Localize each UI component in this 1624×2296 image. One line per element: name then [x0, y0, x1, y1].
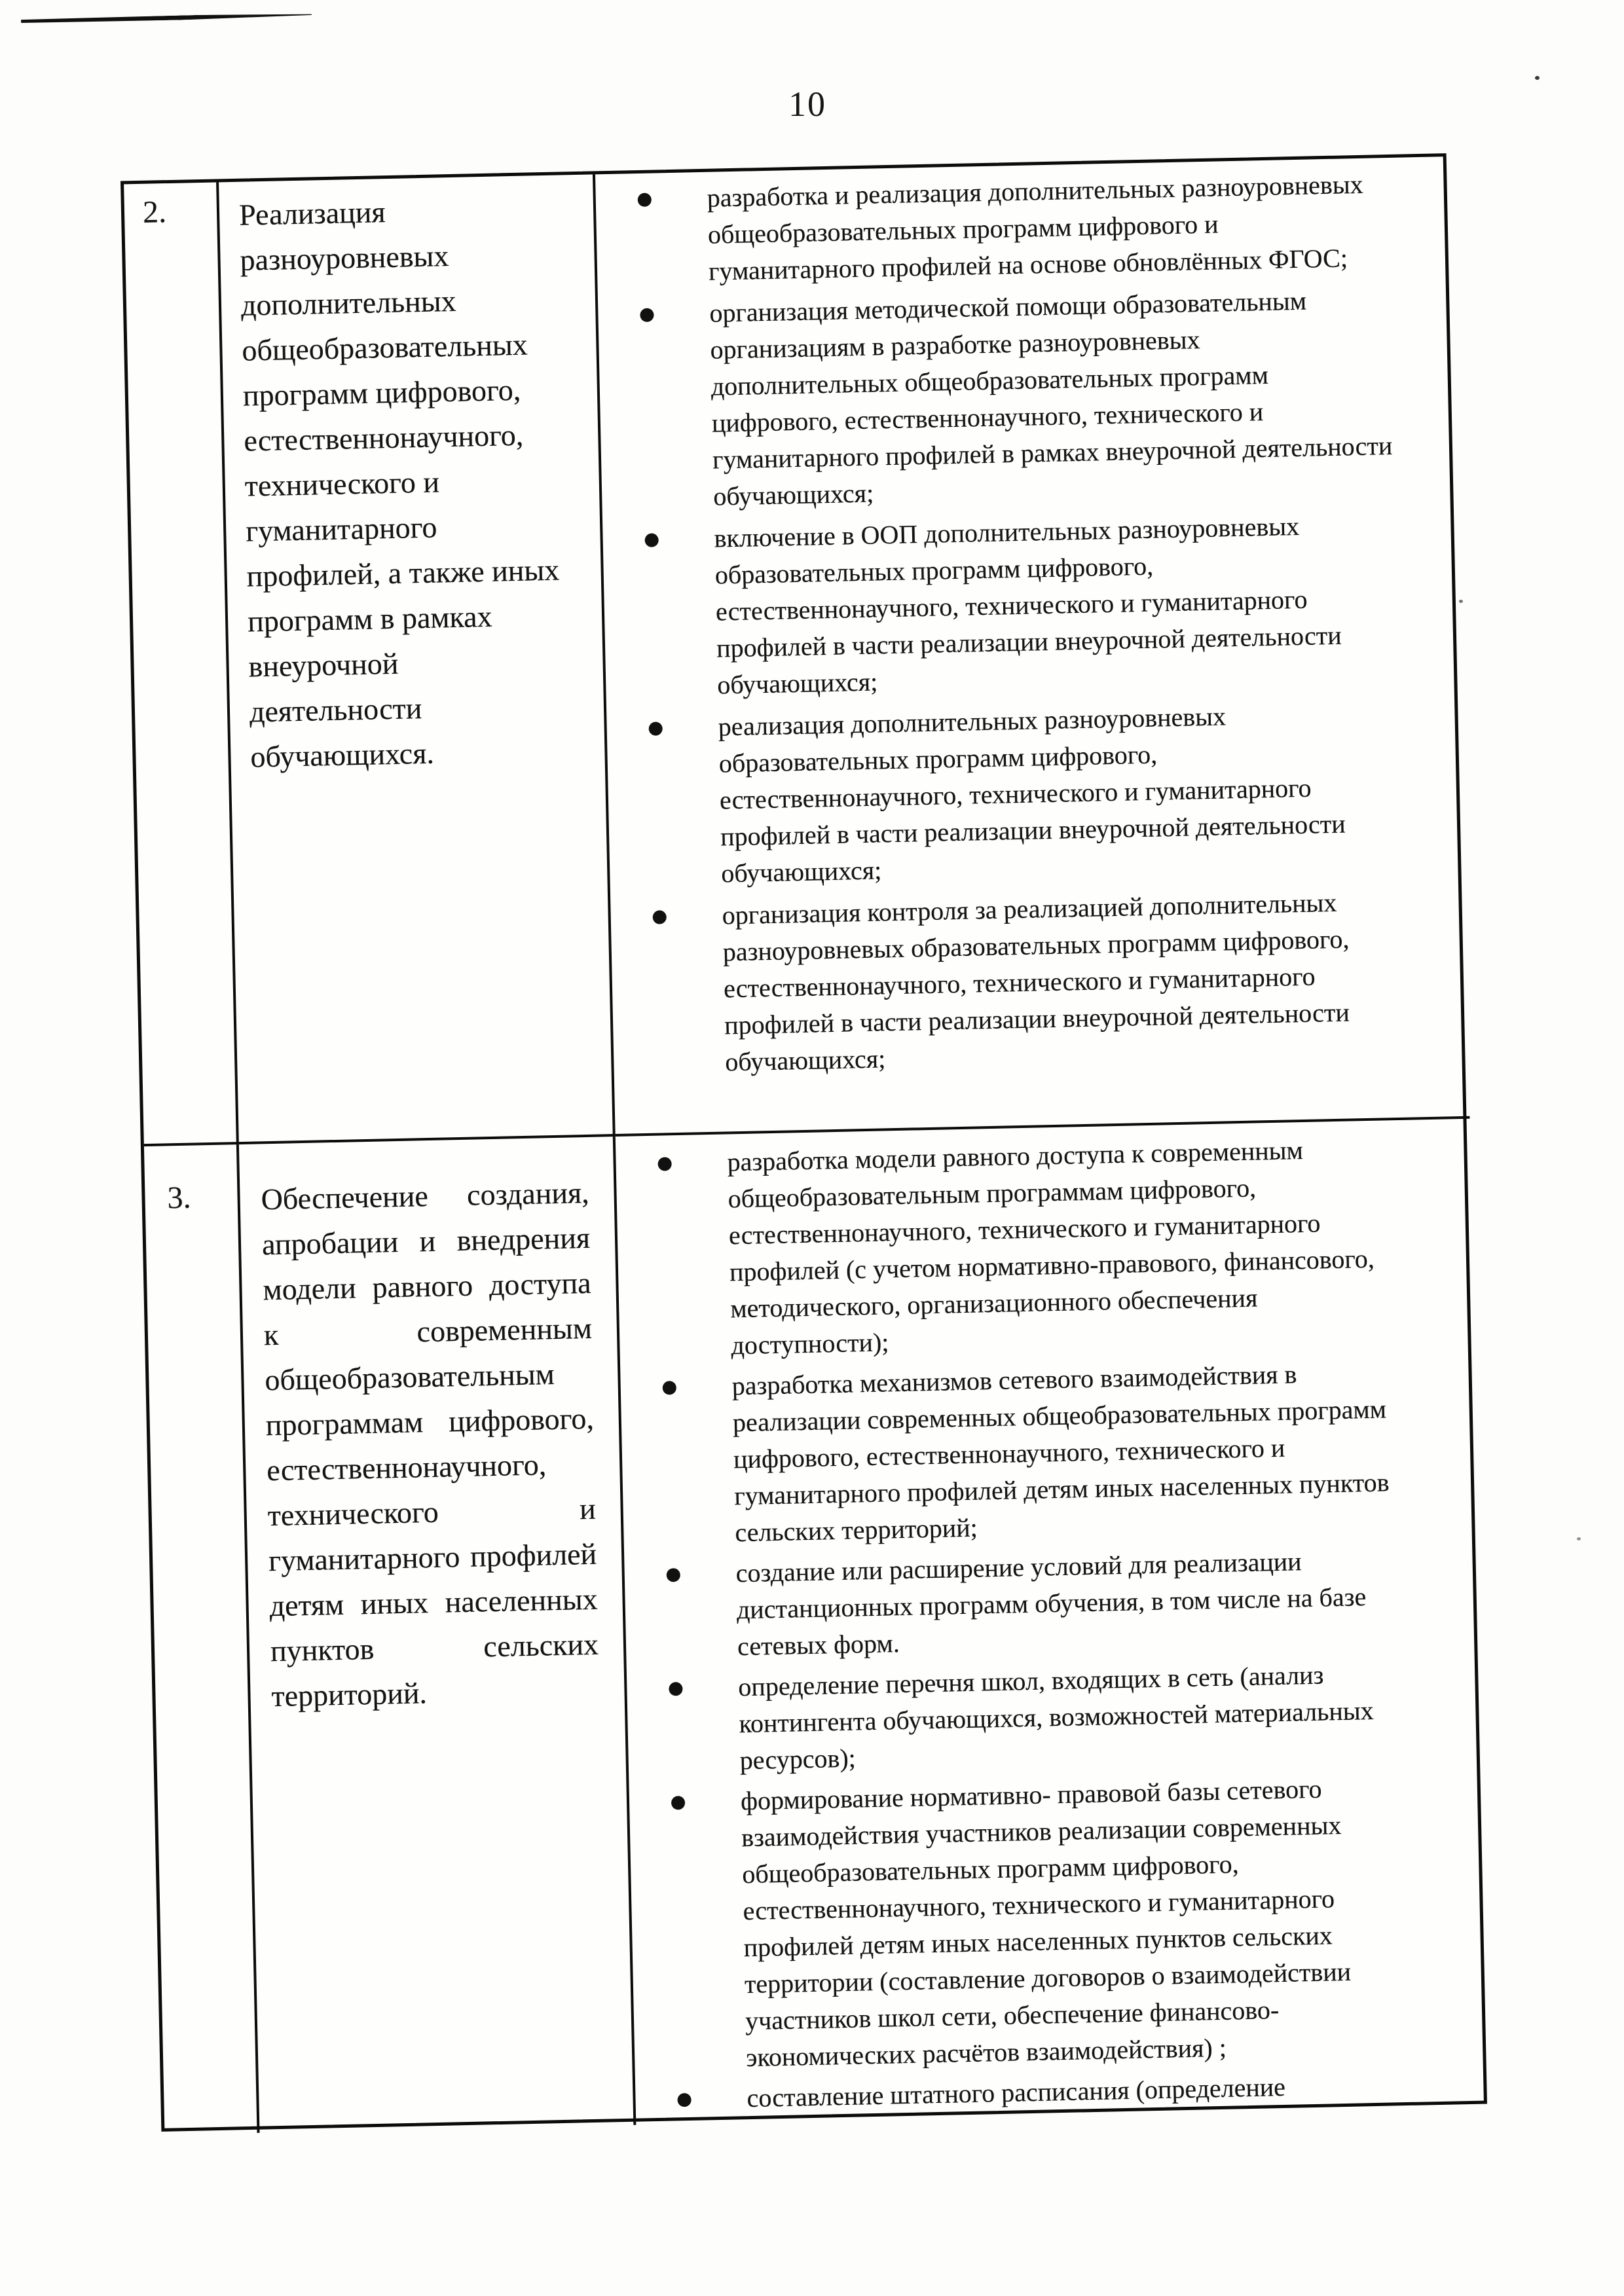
page-number: 10: [788, 84, 826, 124]
row-number: 3.: [167, 1180, 192, 1216]
measure-bullet-item: включение в ООП дополнительных разноуровневых образовательных программ цифрового, естественнонаучного, технического и гуманитарного профилей в части реализации внеурочной деятельности обучающихся;: [643, 505, 1461, 705]
measure-bullet-item: формирование нормативно- правовой базы сетевого взаимодействия участников реализации современных общеобразовательных программ цифрового, естественнонаучного, технического и гуманитарного профилей детям иных населенных пунктов сельских территории (составление договоров о взаимодействии участников школ сети, обеспечение финансово-экономических расчётов взаимодействия) ;: [669, 1767, 1489, 2077]
scan-artifact-line: [21, 12, 312, 24]
scan-speck: [1577, 1537, 1581, 1540]
measure-bullet-item: составление штатного расписания (определение: [676, 2064, 1490, 2118]
measure-bullet-item: создание или расширение условий для реализации дистанционных программ обучения, в том числе на базе сетевых форм.: [665, 1540, 1481, 1667]
measure-bullet-item: разработка и реализация дополнительных разноуровневых общеобразовательных программ цифрового и гуманитарного профилей на основе обновлённых ФГОС;: [636, 164, 1452, 291]
task-cell: [239, 1137, 636, 2133]
measure-bullet-item: разработка механизмов сетевого взаимодействия в реализации современных общеобразовательных программ цифрового, естественнонаучного, технического и гуманитарного профилей детям иных населенных пунктов сельских территорий;: [661, 1353, 1479, 1553]
measures-cell: [595, 156, 1469, 1137]
measures-cell: [616, 1119, 1490, 2125]
measure-bullet-item: определение перечня школ, входящих в сеть (анализ контингента обучающихся, возможностей материальных ресурсов);: [667, 1654, 1483, 1781]
scan-speck: [1459, 600, 1463, 603]
measures-list: [616, 1129, 1490, 2119]
task-text: Обеспечение создания, апробации и внедрения модели равного доступа к современным общеобразовательным программам цифрового, естественнонаучного, технического и гуманитарного профилей детям иных населенных пунктов сельских территорий.: [261, 1175, 599, 1713]
row-number: 2.: [142, 194, 167, 230]
measures-list: [595, 164, 1469, 1083]
scan-speck: [1535, 76, 1540, 80]
measure-bullet-item: организация методической помощи образовательным организациям в разработке разноуровневых дополнительных общеобразовательных программ цифрового, естественнонаучного, технического и гуманитарного профилей в рамках внеурочной деятельности обучающихся;: [638, 280, 1457, 517]
measure-bullet-item: организация контроля за реализацией дополнительных разноуровневых образовательных программ цифрового, естественнонаучного, технического и гуманитарного профилей в части реализации внеурочной деятельности обучающихся;: [651, 882, 1469, 1082]
task-cell: [219, 174, 616, 1144]
action-plan-table: [120, 153, 1487, 2132]
measure-bullet-item: разработка модели равного доступа к современным общеобразовательным программам цифрового, естественнонаучного, технического и гуманитарного профилей (с учетом нормативно-правового, финансового, методического, организационного обеспечения доступности);: [656, 1129, 1475, 1366]
task-text: Реализация разноуровневых дополнительных общеобразовательных программ цифрового, естественнонаучного, технического и гуманитарного профилей, а также иных программ в рамках внеурочной деятельности обучающихся.: [238, 195, 560, 774]
measure-bullet-item: реализация дополнительных разноуровневых образовательных программ цифрового, естественнонаучного, технического и гуманитарного профилей в части реализации внеурочной деятельности обучающихся;: [647, 693, 1465, 894]
